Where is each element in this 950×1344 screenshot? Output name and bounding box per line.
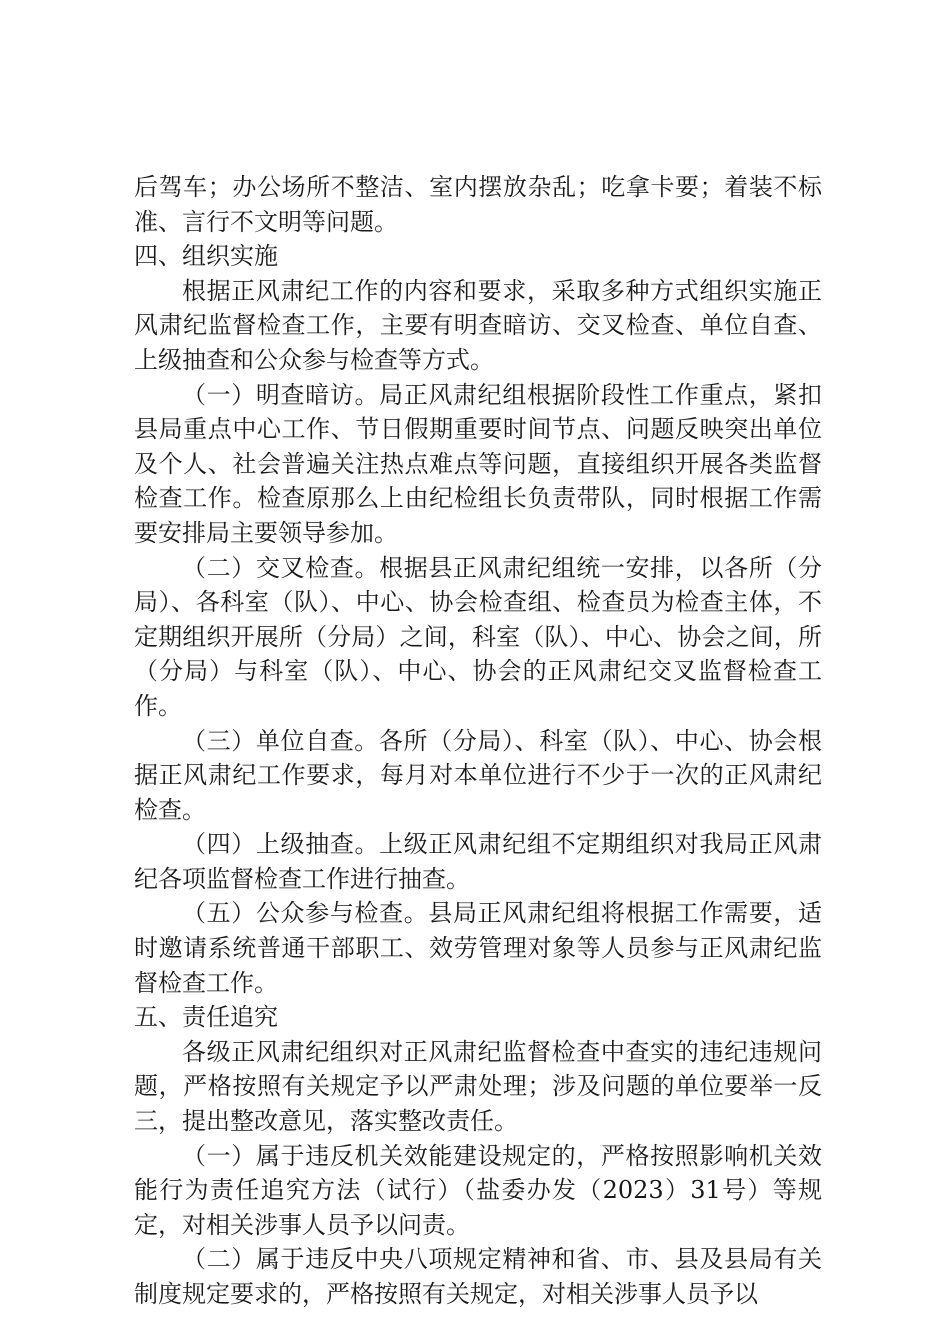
paragraph-continuation: 后驾车；办公场所不整洁、室内摆放杂乱；吃拿卡要；着装不标准、言行不文明等问题。 xyxy=(134,173,822,236)
paragraph-item-5: （五）公众参与检查。县局正风肃纪组将根据工作需要，适时邀请系统普通干部职工、效劳管理对象等人员参与正风肃纪监督检查工作。 xyxy=(134,899,822,997)
paragraph-body: 各级正风肃纪组织对正风肃纪监督检查中查实的违纪违规问题，严格按照有关规定予以严肃处理；涉及问题的单位要举一反三，提出整改意见，落实整改责任。 xyxy=(134,1037,822,1136)
paragraph-item-1: （一）明查暗访。局正风肃纪组根据阶段性工作重点，紧扣县局重点中心工作、节日假期重要时间节点、问题反映突出单位及个人、社会普遍关注热点难点等问题，直接组织开展各类监督检查工作。检查原那么上由纪检组长负责带队，同时根据工作需要安排局主要领导参加。 xyxy=(134,380,822,547)
section-heading-accountability: 五、责任追究 xyxy=(134,1003,278,1032)
paragraph-accountability-1: （一）属于违反机关效能建设规定的，严格按照影响机关效能行为责任追究方法（试行）（盐委办发（2023）31号）等规定，对相关涉事人员予以问责。 xyxy=(134,1141,822,1239)
section-heading-organization: 四、组织实施 xyxy=(134,242,278,271)
document-page xyxy=(134,170,822,1312)
paragraph-body: 根据正风肃纪工作的内容和要求，采取多种方式组织实施正风肃纪监督检查工作，主要有明查暗访、交叉检查、单位自查、上级抽查和公众参与检查等方式。 xyxy=(134,276,822,374)
paragraph-item-4: （四）上级抽查。上级正风肃纪组不定期组织对我局正风肃纪各项监督检查工作进行抽查。 xyxy=(134,830,822,893)
paragraph-item-3: （三）单位自查。各所（分局）、科室（队）、中心、协会根据正风肃纪工作要求，每月对本单位进行不少于一次的正风肃纪检查。 xyxy=(134,726,822,824)
paragraph-item-2: （二）交叉检查。根据县正风肃纪组统一安排，以各所（分局）、各科室（队）、中心、协会检查组、检查员为检查主体，不定期组织开展所（分局）之间，科室（队）、中心、协会之间，所（分局）与科室（队）、中心、协会的正风肃纪交叉监督检查工作。 xyxy=(134,553,822,720)
paragraph-accountability-2: （二）属于违反中央八项规定精神和省、市、县及县局有关制度规定要求的，严格按照有关规定，对相关涉事人员予以 xyxy=(134,1245,822,1308)
